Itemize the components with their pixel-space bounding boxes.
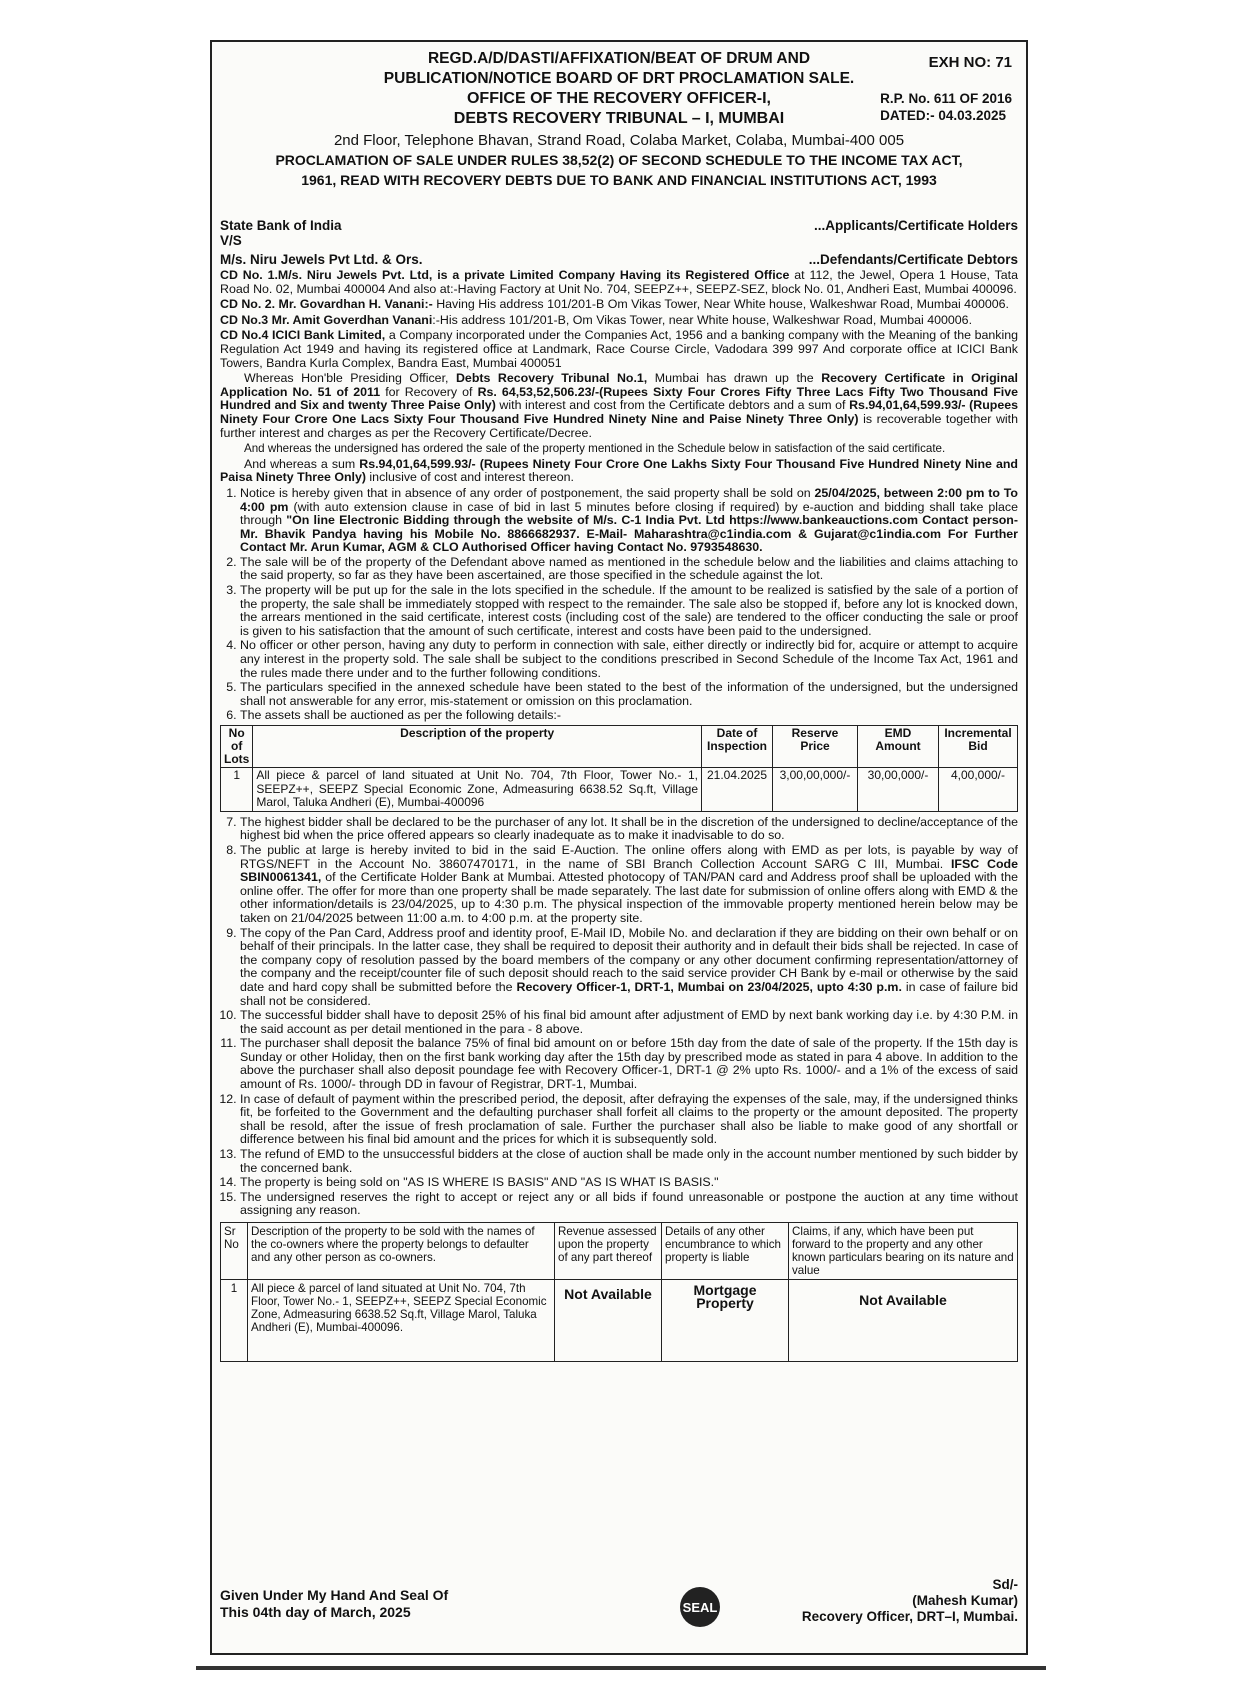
term-3: 3. The property will be put up for the sale in the lots specified in the schedule. If the amount to be realized is satisfied by the sale of a portion of the property, the sale shall be immediately stopped with respect to the remainder. The sale also be stopped if, before any lot is knocked down, the arrears mentioned in the said certificate, interest costs (including cost of the sale) are tendered to the officer conducting the sale or proof is given to his satisfaction that the amount of such certificate, interest and costs have been paid to the undersigned. xyxy=(240,584,1018,638)
schedule-header xyxy=(221,1223,1018,1280)
term-10: 10. The successful bidder shall have to deposit 25% of his final bid amount after adjustment of EMD by next bank working day i.e. by 4:30 P.M. in the said account as per detail mentioned in the para - 8 above. xyxy=(240,1009,1018,1036)
signature-block xyxy=(802,1577,1018,1625)
office-title: OFFICE OF THE RECOVERY OFFICER-I, xyxy=(466,90,771,107)
cd-1-label: CD No. 1.M/s. Niru Jewels Pvt. Ltd, is a private Limited Company Having its Registered Office xyxy=(220,268,790,282)
t9b: Recovery Officer-1, DRT-1, Mumbai on 23/04/2025, upto 4:30 p.m. xyxy=(516,979,902,994)
th-reserve: Reserve Price xyxy=(773,726,858,768)
sch-enc: Mortgage Property xyxy=(662,1280,789,1362)
w1a: Whereas Hon'ble Presiding Officer, xyxy=(244,371,456,386)
t8c: of the Certificate Holder Bank at Mumbai. Attested photocopy of TAN/PAN card and Address proof shall be uploaded with the online offer. The offer for more than one property shall be made separately. The last date for submission of online offers along with EMD & the other information/details is 23/04/2025, up to 4:30 p.m. The physical inspection of the immovable property mentioned herein below may be taken on 21/04/2025 between 11:00 a.m. to 4:00 p.m. at the property site. xyxy=(240,870,1018,925)
cd-3 xyxy=(220,314,1018,328)
given-line-2: This 04th day of March, 2025 xyxy=(220,1604,411,1620)
case-reference xyxy=(880,90,1012,124)
term-2: 2. The sale will be of the property of the Defendant above named as mentioned in the schedule below and the liabilities and claims attaching to the said property, so far as they have been ascertained, are those specified in the schedule against the lot. xyxy=(240,556,1018,583)
whereas-3 xyxy=(220,458,1018,485)
term-4: 4. No officer or other person, having any duty to perform in connection with sale, either directly or indirectly bid for, acquire or attempt to acquire any interest in the property sold. The sale shall be subject to the conditions prescribed in Second Schedule of the Income Tax Act, 1961 and the rules made there under and to the further following conditions. xyxy=(240,639,1018,680)
applicant-row xyxy=(220,218,1018,233)
t1b: 25/04/2025, between 2:00 pm to To 4:00 pm xyxy=(240,485,1019,514)
w1c: Mumbai has drawn up the xyxy=(647,371,822,386)
cd-2-label: CD No. 2. Mr. Govardhan H. Vanani:- xyxy=(220,297,433,312)
lot-number: 1 xyxy=(221,768,253,812)
sch-claims: Not Available xyxy=(789,1280,1018,1362)
proclamation-line-2: 1961, READ WITH RECOVERY DEBTS DUE TO BANK AND FINANCIAL INSTITUTIONS ACT, 1993 xyxy=(301,172,937,188)
lot-table xyxy=(220,725,1018,812)
lot-emd: 30,00,000/- xyxy=(858,768,939,812)
header-line-2: PUBLICATION/NOTICE BOARD OF DRT PROCLAMATION SALE. xyxy=(383,70,855,87)
th-emd: EMD Amount xyxy=(858,726,939,768)
office-address: 2nd Floor, Telephone Bhavan, Strand Road, Colaba Market, Colaba, Mumbai-400 005 xyxy=(333,132,905,149)
sch-sr: 1 xyxy=(221,1280,248,1362)
notice-date: DATED:- 04.03.2025 xyxy=(880,108,1006,123)
proclamation-line-1: PROCLAMATION OF SALE UNDER RULES 38,52(2) OF SECOND SCHEDULE TO THE INCOME TAX ACT, xyxy=(275,152,963,168)
versus: V/S xyxy=(220,233,242,248)
th-date: Date of Inspection xyxy=(702,726,773,768)
w1h: Rs.94,01,64,599.93/- (Rupees Ninety Four Crore One Lacs Sixty Four Thousand Five Hundred Ninety Nine and Paise Ninety Three Only) xyxy=(220,398,1019,426)
given-under-block xyxy=(220,1587,448,1621)
sch-th-claims: Claims, if any, which have been put forward to the property and any other known particulars bearing on its nature and value xyxy=(789,1223,1018,1280)
tribunal-title: DEBTS RECOVERY TRIBUNAL – I, MUMBAI xyxy=(453,110,785,127)
term-9 xyxy=(240,927,1018,1009)
defendant-name: M/s. Niru Jewels Pvt Ltd. & Ors. xyxy=(220,252,423,267)
t9a: The copy of the Pan Card, Address proof and identity proof, E-Mail ID, Mobile No. and declaration if they are bidding on their own behalf or on behalf of their principals. In the latter case, they shall be required to deposit their authority and in default their bids shall be rejected. In case of the company copy of resolution passed by the board members of the company or any other document confirming representation/attorney of the company and the receipt/counter file of such deposit should reach to the said service provider CH Bank by e-mail or otherwise by the said date and hard copy shall be submitted before the xyxy=(240,925,1018,994)
sch-th-desc: Description of the property to be sold with the names of the co-owners where the property belongs to defaulter and any other person as co-owners. xyxy=(248,1223,555,1280)
cd-3-label: CD No.3 Mr. Amit Goverdhan Vanani xyxy=(220,312,433,327)
header-line-1: REGD.A/D/DASTI/AFFIXATION/BEAT OF DRUM AND xyxy=(427,50,811,67)
seal-stamp: SEAL xyxy=(680,1587,720,1627)
table-row xyxy=(221,768,1018,812)
w3c: inclusive of cost and interest thereon. xyxy=(365,470,574,485)
defendant-row xyxy=(220,252,1018,267)
cd-4 xyxy=(220,329,1018,370)
whereas-2: And whereas the undersigned has ordered the sale of the property mentioned in the Schedule below in satisfaction of the said certificate. xyxy=(244,442,946,456)
t1c: (with auto extension clause in case of bid in last 5 minutes before closing if required) by e-auction and bidding shall take place through xyxy=(240,499,1019,528)
term-1 xyxy=(240,487,1018,555)
t8b: IFSC Code SBIN0061341, xyxy=(240,856,1018,885)
lot-reserve-price: 3,00,00,000/- xyxy=(773,768,858,812)
w1b: Debts Recovery Tribunal No.1, xyxy=(455,371,648,386)
schedule-table xyxy=(220,1222,1018,1362)
term-8 xyxy=(240,844,1018,926)
lot-table-header xyxy=(221,726,1018,768)
terms-list xyxy=(220,487,1018,1218)
t8a: The public at large is hereby invited to bid in the said E-Auction. The online offers along with EMD as per lots, is payable by way of RTGS/NEFT in the Account No. 38607470171, in the name of SBI Branch Collection Account SARG C III, Mumbai. xyxy=(240,842,1018,871)
applicant-name: State Bank of India xyxy=(220,218,342,233)
proclamation-notice xyxy=(210,40,1028,1655)
bottom-rule xyxy=(196,1666,1046,1670)
signatory-name: (Mahesh Kumar) xyxy=(912,1593,1018,1608)
given-line-1: Given Under My Hand And Seal Of xyxy=(220,1587,449,1603)
cd-3-text: :-His address 101/201-B, Om Vikas Tower, near White house, Walkeshwar Road, Mumbai 400006. xyxy=(432,312,973,327)
term-6-text: The assets shall be auctioned as per the following details:- xyxy=(240,708,561,723)
cd-2-text: Having His address 101/201-B Om Vikas Tower, Near White house, Walkeshwar Road, Mumbai 400006. xyxy=(432,297,1009,312)
signatory-designation: Recovery Officer, DRT–I, Mumbai. xyxy=(801,1609,1018,1624)
th-lots: No of Lots xyxy=(221,726,253,768)
sch-desc: All piece & parcel of land situated at Unit No. 704, 7th Floor, Tower No.- 1, SEEPZ++, SEEPZ Special Economic Zone, Admeasuring 6638.52 Sq.ft, Village Marol, Taluka Andheri (E), Mumbai-400096. xyxy=(248,1280,555,1362)
parties-block xyxy=(220,218,1018,267)
w1g: with interest and cost from the Certificate debtors and a sum of xyxy=(495,398,850,413)
term-7: 7. The highest bidder shall be declared to be the purchaser of any lot. It shall be in the discretion of the undersigned to decline/acceptance of the highest bid when the price offered appears so clearly inadequate as to make it inadvisable to do so. xyxy=(240,816,1018,843)
th-inc: Incremental Bid xyxy=(939,726,1018,768)
notice-header xyxy=(220,48,1018,218)
table-row xyxy=(221,1280,1018,1362)
lot-inspection-date: 21.04.2025 xyxy=(702,768,773,812)
cd-1 xyxy=(220,269,1018,296)
term-14: 14. The property is being sold on "AS IS WHERE IS BASIS" AND "AS IS WHAT IS BASIS." xyxy=(240,1176,1018,1190)
cd-4-label: CD No.4 ICICI Bank Limited, xyxy=(220,328,386,343)
lot-incremental-bid: 4,00,000/- xyxy=(939,768,1018,812)
w1f: Rs. 64,53,52,506.23/-(Rupees Sixty Four Crores Fifty Three Lacs Fifty Two Thousand Five Hundred and Six and twenty Three Paise Only) xyxy=(220,384,1018,413)
w1d: Recovery Certificate in Original Application No. 51 of 2011 xyxy=(220,371,1018,399)
exhibit-number: EXH NO: 71 xyxy=(928,54,1012,71)
t1a: Notice is hereby given that in absence of any order of postponement, the said property shall be sold on xyxy=(240,485,815,500)
term-11: 11. The purchaser shall deposit the balance 75% of final bid amount on or before 15th day from the date of sale of the property. If the 15th day is Sunday or other Holiday, then on the first bank working day after the 15th day by prescribed mode as stated in para 4 above. In addition to the above the purchaser shall also deposit poundage fee with Recovery Officer-1, DRT-1 @ 2% upto Rs. 1000/- and a 1% of the excess of said amount of Rs. 1000/- through DD in favour of Registrar, DRT-1, Mumbai. xyxy=(240,1037,1018,1091)
term-15: 15. The undersigned reserves the right to accept or reject any or all bids if found unreasonable or postpone the auction at any time without assigning any reason. xyxy=(240,1191,1018,1218)
cd-1-text: at 112, the Jewel, Opera 1 House, Tata Road No. 02, Mumbai 400004 And also at:-Having Factory at Unit No. 704, SEEPZ++, SEEPZ-SEZ, block No. 01, Andheri East, Mumbai 400096. xyxy=(220,268,1018,296)
w1i: is recoverable together with further interest and charges as per the Recovery Certificate/Decree. xyxy=(220,411,1018,440)
term-6 xyxy=(224,708,1018,811)
whereas-1 xyxy=(220,372,1018,440)
w1e: for Recovery of xyxy=(380,384,478,399)
applicant-role: ...Applicants/Certificate Holders xyxy=(813,218,1018,233)
signature-sd: Sd/- xyxy=(992,1577,1018,1592)
notice-footer xyxy=(220,1573,1018,1643)
sch-th-enc: Details of any other encumbrance to which property is liable xyxy=(662,1223,789,1280)
sch-th-rev: Revenue assessed upon the property of any part thereof xyxy=(555,1223,662,1280)
term-5: 5. The particulars specified in the annexed schedule have been stated to the best of the information of the undersigned, but the undersigned shall not answerable for any error, mis-statement or omission on this proclamation. xyxy=(240,681,1018,708)
w3a: And whereas a sum xyxy=(244,456,360,471)
cd-2 xyxy=(220,298,1018,312)
t9c: in case of failure bid shall not be considered. xyxy=(240,979,1018,1008)
w3b: Rs.94,01,64,599.93/- (Rupees Ninety Four Crore One Lakhs Sixty Four Thousand Five Hundred Ninety Nine and Paisa Ninety Three Only) xyxy=(220,456,1018,485)
term-12: 12. In case of default of payment within the prescribed period, the deposit, after defraying the expenses of the sale, may, if the undersigned thinks fit, be forfeited to the Government and the defaulting purchaser shall forfeit all claims to the property or the amount deposited. The property shall be resold, after the issue of fresh proclamation of sale. Further the purchaser shall also be liable to make good of any shortfall or difference between his final bid amount and the prices for which it is subsequently sold. xyxy=(240,1093,1018,1147)
t1d: "On line Electronic Bidding through the website of M/s. C-1 India Pvt. Ltd https://www.bankeauctions.com Contact person- Mr. Bhavik Pandya having his Mobile No. 8866682937. E-Mail- Maharashtra@c1india.com & Gujarat@c1india.com For Further Contact Mr. Arun Kumar, AGM & CLO Authorised Officer having Contact No. 9793548630. xyxy=(240,513,1018,555)
lot-description: All piece & parcel of land situated at Unit No. 704, 7th Floor, Tower No.- 1, SEEPZ++, SEEPZ Special Economic Zone, Admeasuring 6638.52 Sq.ft, Village Marol, Taluka Andheri (E), Mumbai-400096 xyxy=(253,768,702,812)
cd-4-text: a Company incorporated under the Companies Act, 1956 and a banking company with the Meaning of the banking Regulation Act 1949 and having its registered office at Landmark, Race Course Circle, Vadodara 399 997 And corporate office at ICICI Bank Towers, Bandra Kurla Complex, Bandra East, Mumbai 400051 xyxy=(220,328,1018,370)
term-13: 13. The refund of EMD to the unsuccessful bidders at the close of auction shall be made only in the account number mentioned by such bidder by the concerned bank. xyxy=(240,1148,1018,1175)
th-desc: Description of the property xyxy=(253,726,702,768)
rp-number: R.P. No. 611 OF 2016 xyxy=(880,91,1012,106)
defendant-role: ...Defendants/Certificate Debtors xyxy=(808,252,1018,267)
sch-rev: Not Available xyxy=(555,1280,662,1362)
sch-th-sr: Sr No xyxy=(221,1223,248,1280)
